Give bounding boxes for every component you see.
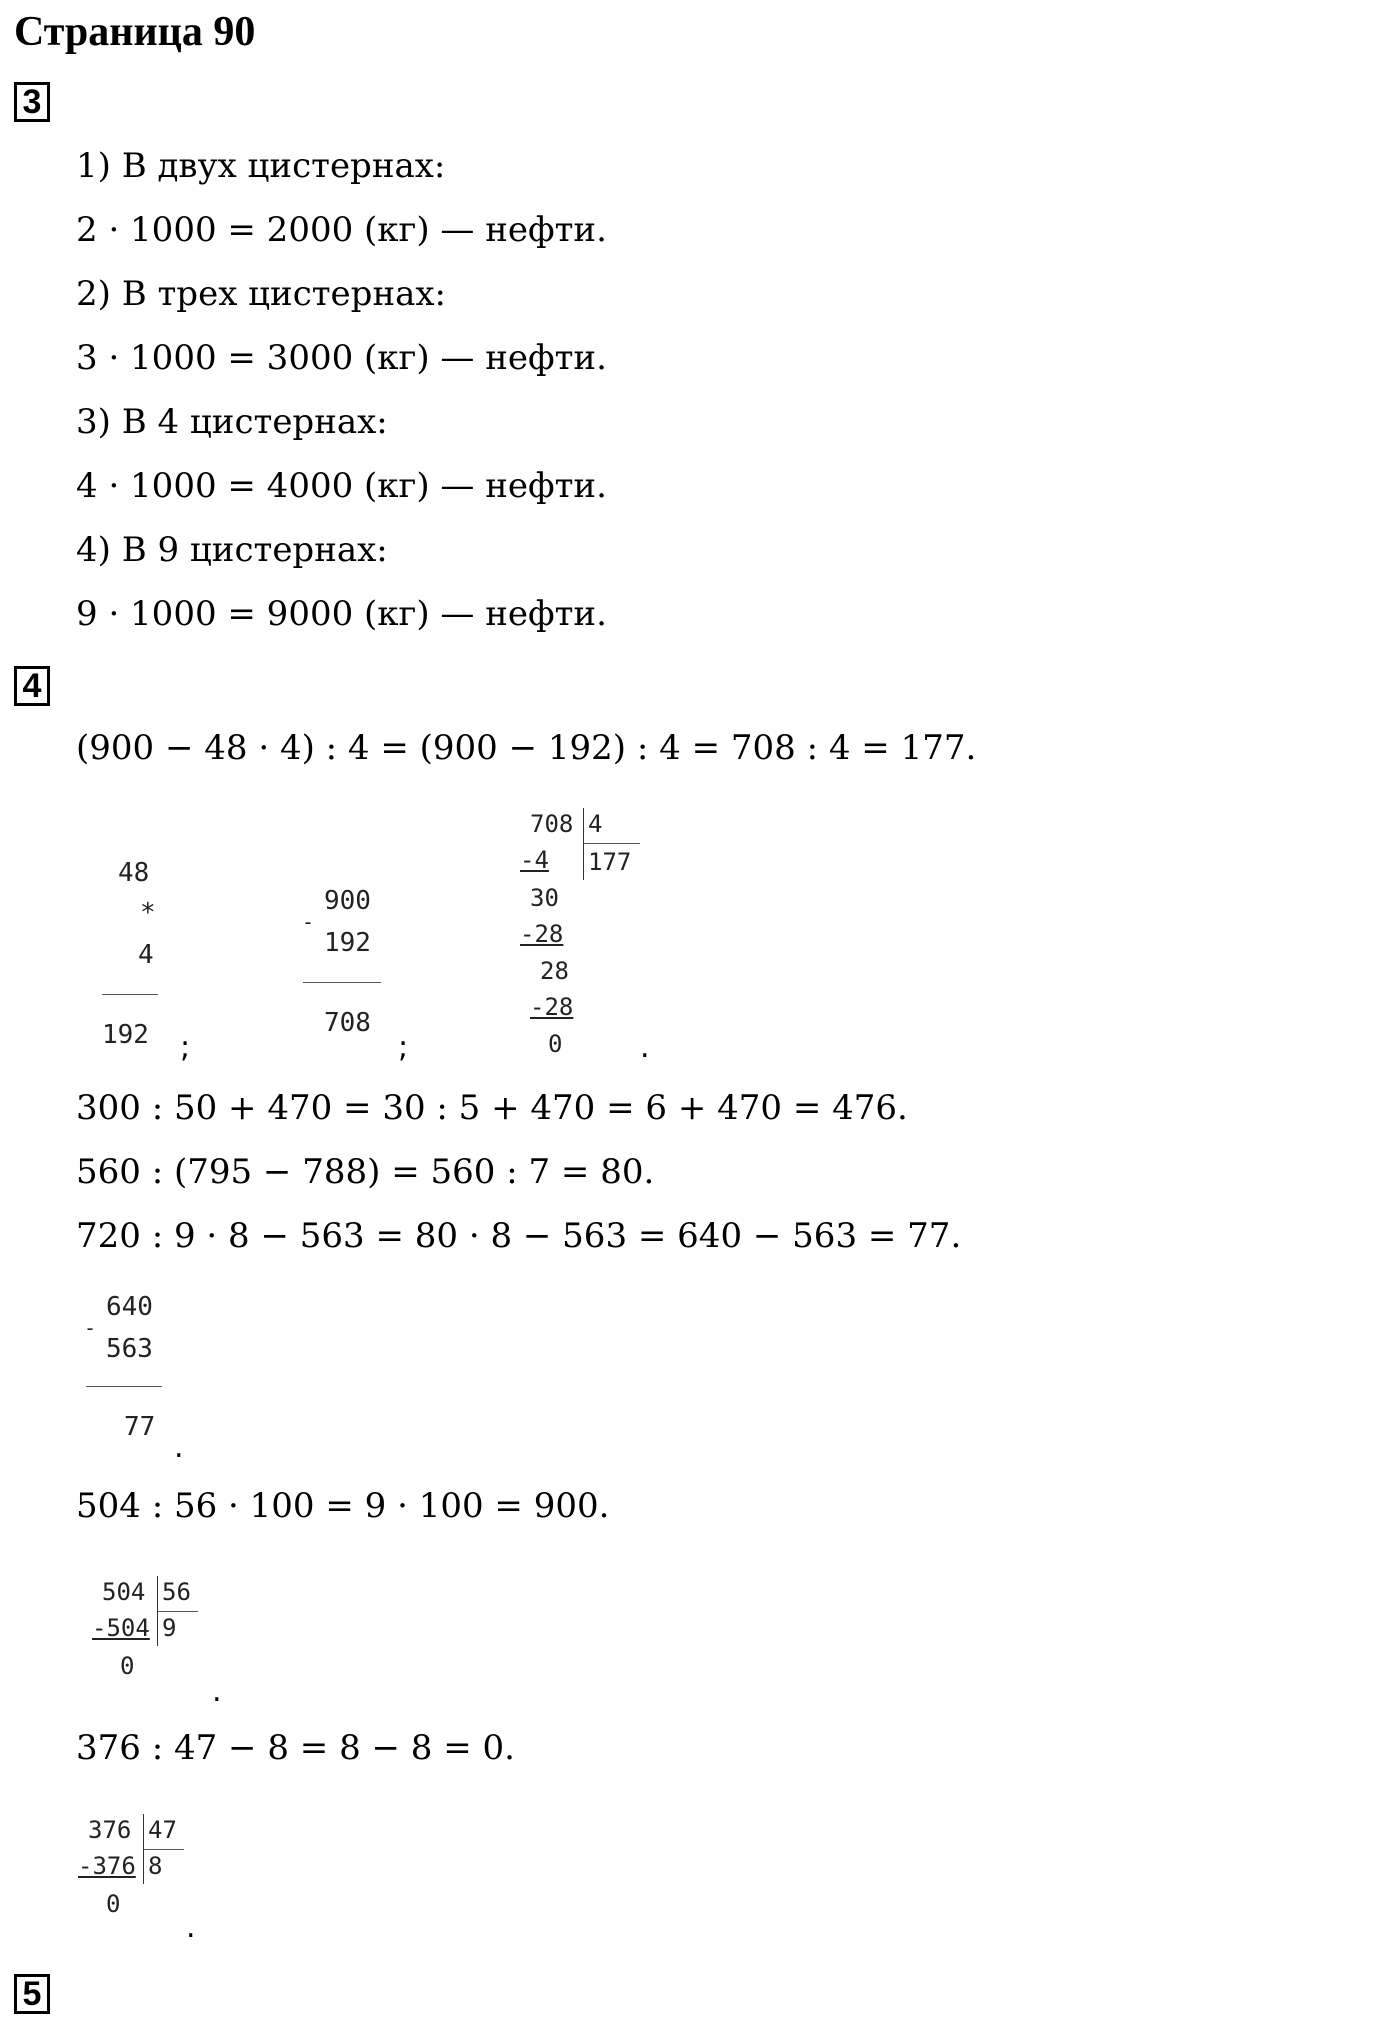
div-step: 0	[548, 1030, 563, 1058]
div-remainder: 0	[120, 1652, 135, 1680]
mult-operand-a: 48	[118, 858, 150, 888]
end-dot: .	[212, 1674, 222, 1709]
div-remainder: 0	[106, 1890, 121, 1918]
separator: ;	[398, 1030, 409, 1065]
sub-operand-b: 563	[106, 1334, 153, 1364]
div-divisor: 4	[588, 810, 603, 838]
div-divisor: 56	[162, 1578, 191, 1606]
div-step: 30	[530, 884, 559, 912]
div-step: -28	[530, 993, 574, 1021]
sub-operand-b: 192	[324, 928, 371, 958]
div-step: -28	[520, 920, 564, 948]
div-subtrahend: -376	[78, 1852, 136, 1880]
task3-line: 9 · 1000 = 9000 (кг) — нефти.	[76, 594, 607, 634]
mult-operand-b: 4	[138, 940, 154, 970]
sub-result: 77	[124, 1412, 156, 1442]
div-vertical-line	[583, 808, 584, 880]
sub-operand-a: 640	[106, 1292, 153, 1322]
task3-line: 2 · 1000 = 2000 (кг) — нефти.	[76, 210, 607, 250]
equation-3: 560 : (795 − 788) = 560 : 7 = 80.	[76, 1152, 655, 1192]
page-title: Страница 90	[14, 9, 256, 55]
equation-2: 300 : 50 + 470 = 30 : 5 + 470 = 6 + 470 = 476.	[76, 1088, 908, 1128]
div-horizontal-line	[584, 843, 640, 844]
equation-4: 720 : 9 · 8 − 563 = 80 · 8 − 563 = 640 − 563 = 77.	[76, 1216, 962, 1256]
end-dot: .	[174, 1430, 184, 1465]
task-number-5: 5	[14, 1974, 50, 2014]
task3-line: 3) В 4 цистернах:	[76, 402, 388, 442]
div-step: 28	[540, 957, 569, 985]
div-quotient: 9	[162, 1614, 177, 1642]
mult-result: 192	[102, 1020, 149, 1050]
div-divisor: 47	[148, 1816, 177, 1844]
sub-line	[86, 1386, 162, 1387]
task3-line: 4 · 1000 = 4000 (кг) — нефти.	[76, 466, 607, 506]
equation-5: 504 : 56 · 100 = 9 · 100 = 900.	[76, 1486, 610, 1526]
div-dividend: 376	[88, 1816, 132, 1844]
mult-line	[102, 994, 158, 995]
task3-line: 1) В двух цистернах:	[76, 146, 446, 186]
div-subtrahend: -504	[92, 1614, 150, 1642]
end-dot: .	[186, 1910, 196, 1945]
sub-operator: -	[84, 1316, 97, 1340]
div-dividend: 504	[102, 1578, 146, 1606]
task3-line: 4) В 9 цистернах:	[76, 530, 388, 570]
div-quotient: 8	[148, 1852, 163, 1880]
div-horizontal-line	[144, 1849, 184, 1850]
sub-operand-a: 900	[324, 886, 371, 916]
task3-line: 3 · 1000 = 3000 (кг) — нефти.	[76, 338, 607, 378]
task-number-4: 4	[14, 666, 50, 706]
task-number-3: 3	[14, 82, 50, 122]
sub-result: 708	[324, 1008, 371, 1038]
div-quotient: 177	[588, 848, 632, 876]
sub-line	[303, 982, 381, 983]
div-step: -4	[520, 846, 549, 874]
sub-operator: -	[302, 910, 315, 934]
equation-6: 376 : 47 − 8 = 8 − 8 = 0.	[76, 1728, 515, 1768]
separator: ;	[180, 1030, 191, 1065]
task3-line: 2) В трех цистернах:	[76, 274, 446, 314]
div-dividend: 708	[530, 810, 574, 838]
end-dot: .	[640, 1030, 650, 1065]
mult-operator: *	[140, 898, 156, 928]
div-horizontal-line	[158, 1611, 198, 1612]
equation-1: (900 − 48 · 4) : 4 = (900 − 192) : 4 = 708 : 4 = 177.	[76, 728, 977, 768]
